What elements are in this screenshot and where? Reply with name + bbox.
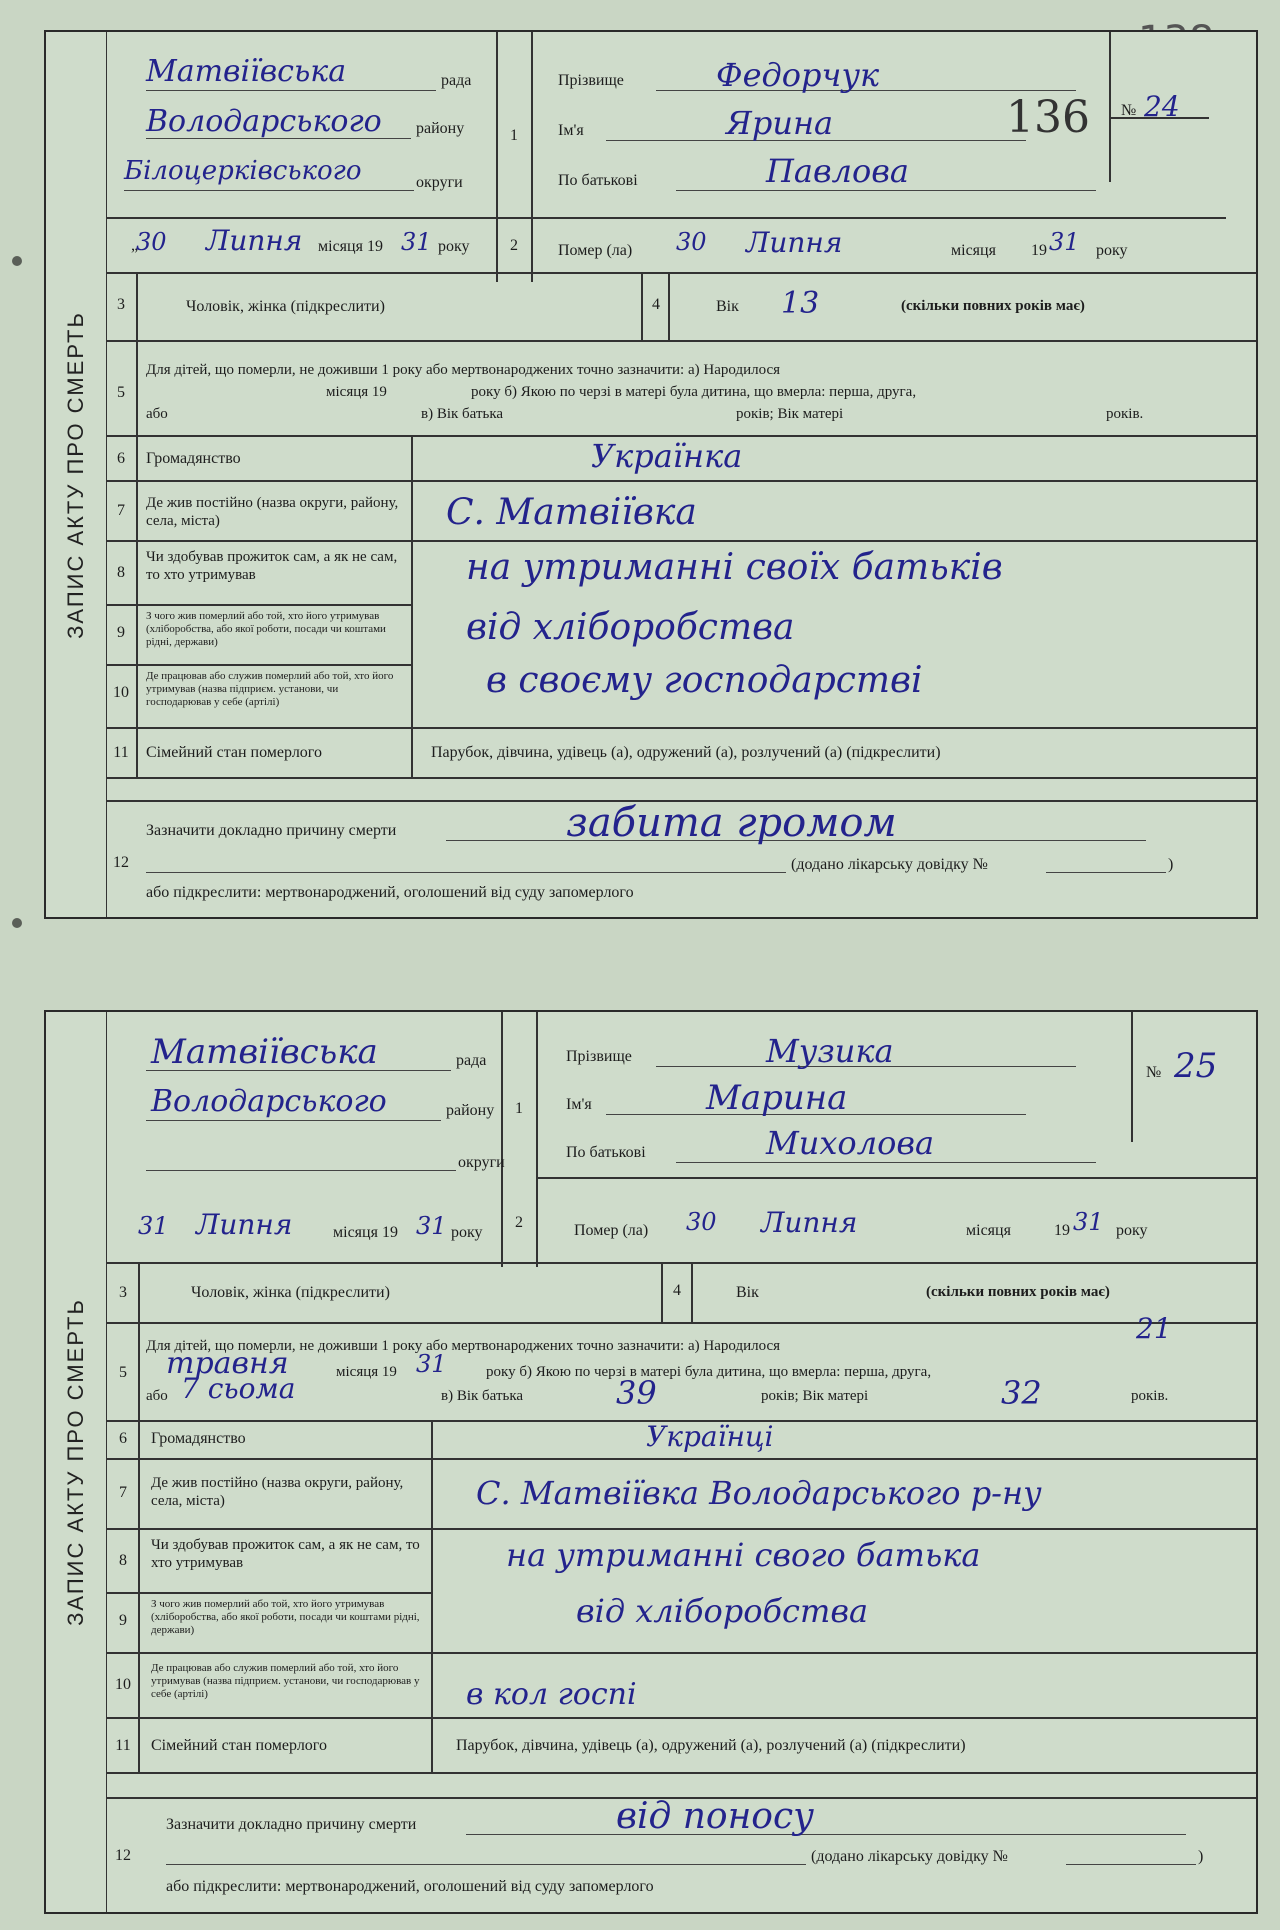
reg-date-month: Липня	[196, 1208, 293, 1241]
surname-label: Прізвище	[566, 1048, 632, 1065]
certificate-close: )	[1168, 856, 1174, 873]
patronymic-label: По батькові	[558, 172, 638, 189]
row-number-6: 6	[119, 1430, 127, 1447]
first-name-label: Ім'я	[558, 122, 584, 139]
reg-date-day: 31	[138, 1212, 169, 1240]
death-record-card-1	[44, 30, 1258, 919]
death-day: 30	[676, 228, 707, 256]
raion-value: Володарського	[151, 1084, 387, 1119]
row-number-12: 12	[113, 854, 129, 871]
workplace-label: Де працював або служив померлий або той, хто його утримував (назва підприєм. установи, чи господарював у себе (артілі)	[146, 670, 394, 708]
binder-hole	[12, 256, 22, 266]
row-number-7: 7	[117, 502, 125, 519]
okruha-value: Білоцерківського	[124, 156, 362, 186]
death-roku: року	[1116, 1222, 1148, 1239]
residence-label: Де жив постійно (назва округи, району, села, міста)	[146, 495, 399, 529]
birth-year: 31	[416, 1350, 447, 1378]
death-record-card-2	[44, 1010, 1258, 1914]
sex-label: Чоловік, жінка (підкреслити)	[191, 1284, 390, 1301]
age-hint: (скільки повних років має)	[926, 1284, 1110, 1300]
stillborn-label: або підкреслити: мертвонароджений, оголошений від суду запомерлого	[146, 884, 634, 901]
children-misiatsia: місяця 19	[336, 1364, 397, 1380]
row-number-5: 5	[117, 384, 125, 401]
death-day: 30	[686, 1208, 717, 1236]
marital-label: Сімейний стан померлого	[151, 1737, 327, 1754]
death-month: Липня	[761, 1206, 858, 1239]
age-label: Вік	[716, 298, 739, 315]
death-label: Помер (ла)	[574, 1222, 649, 1239]
row-number-1: 1	[510, 127, 518, 144]
death-year: 31	[1073, 1208, 1104, 1236]
marital-options: Парубок, дівчина, удівець (а), одружений (а), розлучений (а) (підкреслити)	[456, 1737, 966, 1754]
binder-hole	[12, 918, 22, 928]
citizenship-value: Українка	[591, 437, 743, 475]
stillborn-label: або підкреслити: мертвонароджений, оголошений від суду запомерлого	[166, 1878, 654, 1895]
row-number-4: 4	[673, 1282, 681, 1299]
card-sidebar	[46, 32, 107, 917]
death-year-prefix: 19	[1031, 242, 1047, 259]
children-line1: Для дітей, що померли, не доживши 1 року або мертвонароджених точно зазначити: а) Народилося	[146, 362, 781, 378]
occupation-value: від хліборобства	[466, 607, 795, 648]
father-age: 39	[616, 1374, 657, 1412]
citizenship-value: Українці	[646, 1420, 774, 1453]
mother-age: 32	[1001, 1374, 1042, 1412]
okruha-label: округи	[416, 174, 463, 191]
certificate-label: (додано лікарську довідку №	[811, 1848, 1008, 1865]
certificate-close: )	[1198, 1848, 1204, 1865]
row-number-4: 4	[652, 296, 660, 313]
reg-date-month: Липня	[206, 224, 303, 257]
raion-value: Володарського	[146, 104, 382, 139]
rada-label: рада	[456, 1052, 487, 1069]
children-abo: або	[146, 1388, 168, 1404]
reg-date-misiatsia: місяця 19	[318, 238, 383, 255]
support-label: Чи здобував прожиток сам, а як не сам, то хто утримував	[151, 1537, 420, 1571]
row-number-5: 5	[119, 1364, 127, 1381]
residence-value: С. Матвіївка Володарського р-ну	[476, 1474, 1042, 1512]
first-name-value: Ярина	[726, 104, 834, 142]
row-number-8: 8	[119, 1552, 127, 1569]
number-label: №	[1121, 102, 1137, 119]
certificate-label: (додано лікарську довідку №	[791, 856, 988, 873]
row-number-11: 11	[113, 744, 129, 761]
children-mother-age: років; Вік матері	[761, 1388, 869, 1404]
row-number-2: 2	[510, 237, 518, 254]
support-value: на утриманні свого батька	[506, 1536, 981, 1574]
okruha-label: округи	[458, 1154, 505, 1171]
child-order: 7 сьома	[181, 1372, 296, 1405]
children-line2b: року б) Якою по черзі в матері була дитина, що вмерла: перша, друга,	[486, 1364, 932, 1380]
children-rokiv: років.	[1106, 406, 1144, 422]
children-father-age: в) Вік батька	[421, 406, 504, 422]
cause-label: Зазначити докладно причину смерти	[166, 1816, 417, 1833]
death-label: Помер (ла)	[558, 242, 633, 259]
residence-value: С. Матвіївка	[446, 492, 697, 533]
death-misiatsia: місяця	[951, 242, 996, 259]
sex-label: Чоловік, жінка (підкреслити)	[186, 298, 385, 315]
side-title: ЗАПИС АКТУ ПРО СМЕРТЬ	[63, 1298, 88, 1626]
row-number-9: 9	[117, 624, 125, 641]
rada-value: Матвіївська	[146, 54, 347, 89]
side-title: ЗАПИС АКТУ ПРО СМЕРТЬ	[63, 310, 88, 639]
death-misiatsia: місяця	[966, 1222, 1011, 1239]
support-value: на утриманні своїх батьків	[466, 547, 1003, 588]
reg-date-roku: року	[438, 238, 470, 255]
children-line1: Для дітей, що померли, не доживши 1 року або мертвонароджених точно зазначити: а) Народилося	[146, 1338, 781, 1354]
children-mother-age: років; Вік матері	[736, 406, 844, 422]
row-number-3: 3	[119, 1284, 127, 1301]
workplace-value: в своєму господарстві	[486, 660, 923, 701]
row-number-8: 8	[117, 564, 125, 581]
age-hint: (скільки повних років має)	[901, 298, 1085, 314]
workplace-value: в кол госпі	[466, 1677, 637, 1712]
workplace-label: Де працював або служив померлий або той, хто його утримував (назва підприєм. установи, чи господарював у себе (артілі)	[151, 1662, 420, 1700]
cause-label: Зазначити докладно причину смерти	[146, 822, 397, 839]
row-number-10: 10	[115, 1676, 131, 1693]
residence-label: Де жив постійно (назва округи, району, села, міста)	[151, 1475, 404, 1509]
children-line2b: року б) Якою по черзі в матері була дитина, що вмерла: перша, друга,	[471, 384, 917, 400]
occupation-label: З чого жив померлий або той, хто його утримував (хліборобства, або якої роботи, посади чи коштами рідні, держави)	[151, 1598, 420, 1636]
cause-value: забита громом	[566, 800, 897, 846]
support-label: Чи здобував прожиток сам, а як не сам, то хто утримував	[146, 549, 398, 583]
first-name-value: Марина	[706, 1078, 848, 1118]
patronymic-value: Павлова	[766, 152, 909, 190]
children-rokiv: років.	[1131, 1388, 1169, 1404]
death-month: Липня	[746, 226, 843, 259]
rada-value: Матвіївська	[151, 1032, 378, 1072]
rada-label: рада	[441, 72, 472, 89]
death-year: 31	[1049, 228, 1080, 256]
surname-value: Федорчук	[716, 56, 880, 94]
birth-day: 21	[1136, 1312, 1172, 1345]
row-number-9: 9	[119, 1612, 127, 1629]
marital-label: Сімейний стан померлого	[146, 744, 322, 761]
first-name-label: Ім'я	[566, 1096, 592, 1113]
raion-label: району	[446, 1102, 495, 1119]
reg-date-year: 31	[416, 1212, 447, 1240]
record-number: 25	[1174, 1046, 1218, 1086]
row-number-11: 11	[115, 1737, 131, 1754]
reg-date-day: 30	[136, 228, 167, 256]
reg-date-open: „	[131, 237, 139, 254]
reg-date-roku: року	[451, 1224, 483, 1241]
marital-options: Парубок, дівчина, удівець (а), одружений (а), розлучений (а) (підкреслити)	[431, 744, 941, 761]
patronymic-value: Михолова	[766, 1124, 935, 1162]
citizenship-label: Громадянство	[151, 1430, 246, 1447]
birth-month: травня	[166, 1346, 289, 1381]
age-label: Вік	[736, 1284, 759, 1301]
patronymic-label: По батькові	[566, 1144, 646, 1161]
reg-date-year: 31	[401, 228, 432, 256]
card-sidebar	[46, 1012, 107, 1912]
row-number-1: 1	[515, 1100, 523, 1117]
occupation-value: від хліборобства	[576, 1592, 869, 1630]
row-number-7: 7	[119, 1484, 127, 1501]
row-number-10: 10	[113, 684, 129, 701]
number-label: №	[1146, 1064, 1162, 1081]
cause-value: від поносу	[616, 1796, 815, 1837]
row-number-2: 2	[515, 1214, 523, 1231]
margin-note: 136	[1006, 92, 1090, 143]
row-number-6: 6	[117, 450, 125, 467]
children-misiatsia: місяця 19	[326, 384, 387, 400]
row-number-3: 3	[117, 296, 125, 313]
age-value: 13	[781, 286, 820, 321]
reg-date-misiatsia: місяця 19	[333, 1224, 398, 1241]
children-abo: або	[146, 406, 168, 422]
raion-label: району	[416, 120, 465, 137]
death-year-prefix: 19	[1054, 1222, 1070, 1239]
death-roku: року	[1096, 242, 1128, 259]
row-number-12: 12	[115, 1847, 131, 1864]
children-father-age: в) Вік батька	[441, 1388, 524, 1404]
citizenship-label: Громадянство	[146, 450, 241, 467]
occupation-label: З чого жив померлий або той, хто його утримував (хліборобства, або якої роботи, посади чи коштами рідні, держави)	[146, 610, 386, 648]
record-number: 24	[1144, 90, 1180, 123]
surname-label: Прізвище	[558, 72, 624, 89]
surname-value: Музика	[766, 1032, 894, 1070]
